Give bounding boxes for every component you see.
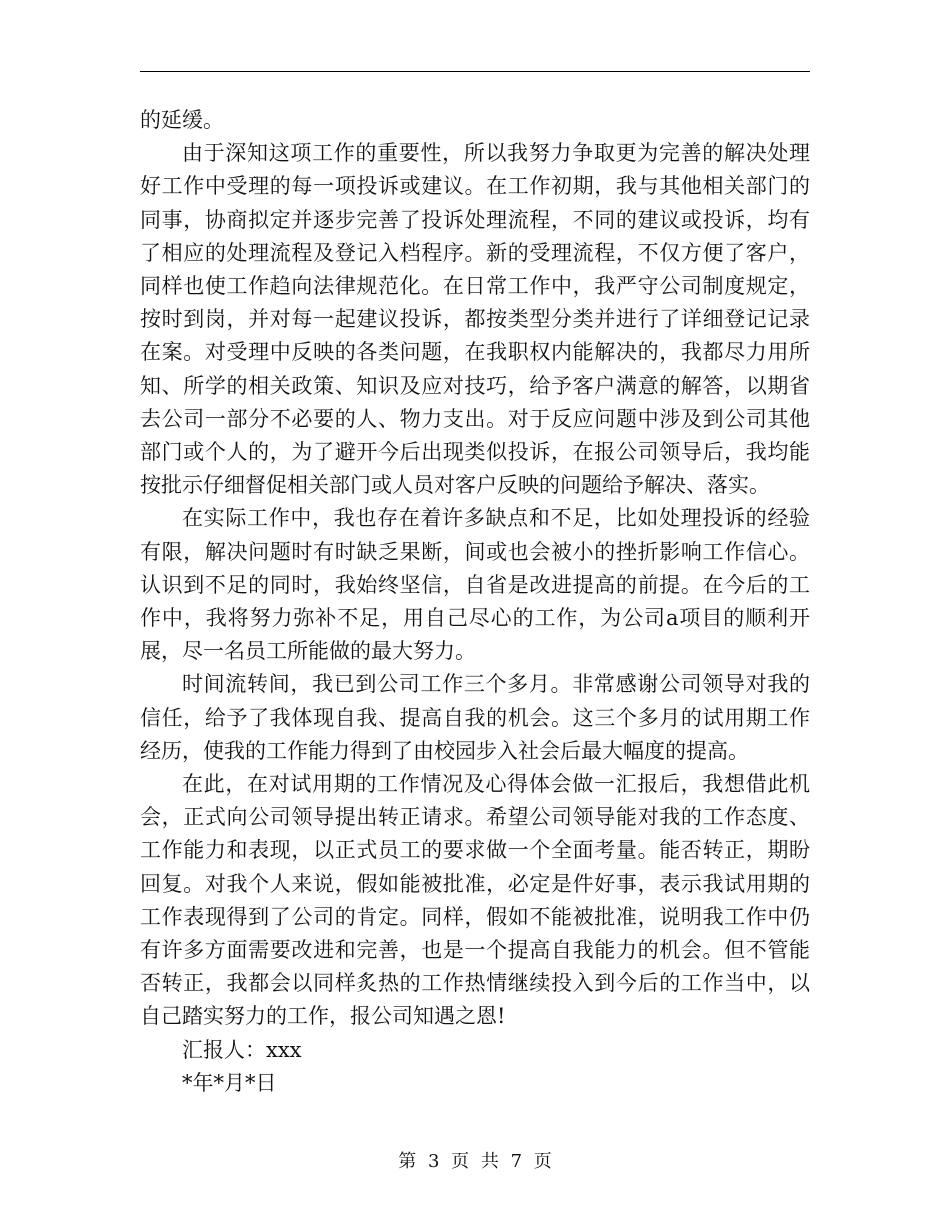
date-line: *年*月*日 — [182, 1070, 277, 1095]
paragraph-shortcomings: 在实际工作中，我也存在着许多缺点和不足，比如处理投诉的经验有限，解决问题时有时缺乏果断，间或也会被小的挫折影响工作信心。认识到不足的同时，我始终坚信，自省是改进提高的前提。在今后的工作中，我将努力弥补不足，用自己尽心的工作，为公司a项目的顺利开展，尽一名员工所能做的最大努力。 — [140, 506, 810, 664]
paragraph-gratitude: 时间流转间，我已到公司工作三个多月。非常感谢公司领导对我的信任，给予了我体现自我、提高自我的机会。这三个多月的试用期工作经历，使我的工作能力得到了由校园步入社会后最大幅度的提高。 — [140, 672, 810, 763]
paragraph-request: 在此，在对试用期的工作情况及心得体会做一汇报后，我想借此机会，正式向公司领导提出转正请求。希望公司领导能对我的工作态度、工作能力和表现，以正式员工的要求做一个全面考量。能否转正，期盼回复。对我个人来说，假如能被批准，必定是件好事，表示我试用期的工作表现得到了公司的肯定。同样，假如不能被批准，说明我工作中仍有许多方面需要改进和完善，也是一个提高自我能力的机会。但不管能否转正，我都会以同样炙热的工作热情继续投入到今后的工作当中，以自己踏实努力的工作，报公司知遇之恩! — [140, 772, 810, 1029]
header-rule — [140, 71, 810, 72]
document-body — [140, 104, 810, 1100]
page-number: 第 3 页 共 7 页 — [398, 1151, 552, 1172]
paragraph-continuation: 的延缓。 — [140, 108, 224, 132]
paragraph-complaint-handling: 由于深知这项工作的重要性，所以我努力争取更为完善的解决处理好工作中受理的每一项投诉或建议。在工作初期，我与其他相关部门的同事，协商拟定并逐步完善了投诉处理流程，不同的建议或投诉，均有了相应的处理流程及登记入档程序。新的受理流程，不仅方便了客户，同样也使工作趋向法律规范化。在日常工作中，我严守公司制度规定，按时到岗，并对每一起建议投诉，都按类型分类并进行了详细登记记录在案。对受理中反映的各类问题，在我职权内能解决的，我都尽力用所知、所学的相关政策、知识及应对技巧，给予客户满意的解答，以期省去公司一部分不必要的人、物力支出。对于反应问题中涉及到公司其他部门或个人的，为了避开今后出现类似投诉，在报公司领导后，我均能按批示仔细督促相关部门或人员对客户反映的问题给予解决、落实。 — [140, 141, 810, 498]
reporter-line: 汇报人：xxx — [182, 1037, 302, 1062]
